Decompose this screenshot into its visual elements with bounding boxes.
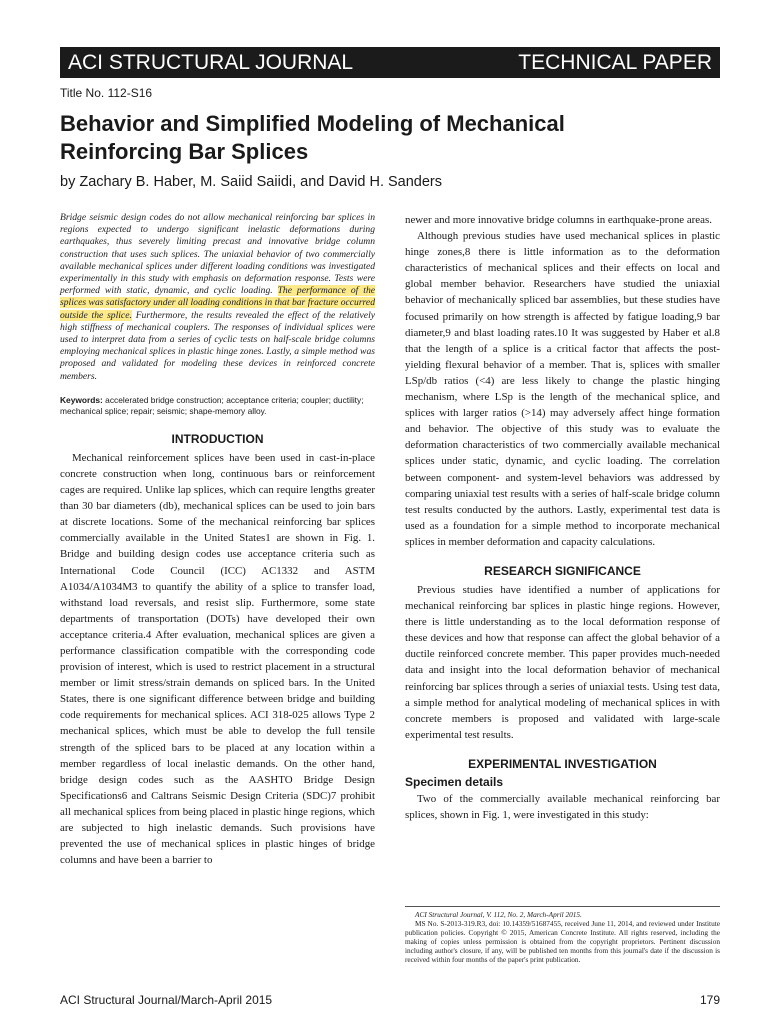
- keywords: [60, 395, 375, 418]
- paper-type: TECHNICAL PAPER: [518, 51, 712, 74]
- research-significance-heading: RESEARCH SIGNIFICANCE: [484, 563, 641, 578]
- abstract-highlight: The performance of the splices was satisfactory under all loading conditions in that bar fracture occurred outside the splice.: [60, 285, 375, 321]
- paper-title: Behavior and Simplified Modeling of Mechanical Reinforcing Bar Splices: [60, 111, 565, 164]
- introduction-heading: INTRODUCTION: [171, 431, 264, 446]
- experimental-heading: EXPERIMENTAL INVESTIGATION: [468, 756, 657, 771]
- footnote-details: MS No. S-2013-319.R3, doi: 10.14359/51687455, received June 11, 2014, and reviewed under Institute publication policies. Copyright © 2015, American Concrete Institute. All rights reserved, including the making of copies unless permission is obtained from the copyright proprietors. Pertinent discussion including author's closure, if any, will be published ten months from this journal's date if the discussion is received within four months of the paper's print publication.: [405, 919, 720, 964]
- abstract: [60, 212, 375, 383]
- specimen-details-heading: Specimen details: [405, 774, 504, 789]
- introduction-text: Mechanical reinforcement splices have been used in cast-in-place concrete construction when long, continuous bars or reinforcement cages are required. Unlike lap splices, which can require lengths greater than 30 bar diameters (db), mechanical splices can be used to join bars at discrete locations. Some of the mechanical reinforcing bar splices commercially available in the United States1 are shown in Fig. 1. Bridge and building design codes use acceptance criteria such as International Code Council (ICC) AC1332 and ASTM A1034/A1034M3 to quantify the ability of a splice to transfer load, withstand load reversals, and resist slip. Furthermore, some state departments of transportation (DOTs) have developed their own acceptance criteria.4 After evaluation, mechanical splices are given a performance classification compatible with the corresponding code provision of interest, which is used to restrict placement in a structural member or limit stress/strain demands on spliced bars. In the United States, there is one significant difference between bridge and building code requirements for mechanical splices. ACI 318-025 allows Type 2 mechanical splices, which must be able to develop the full tensile strength of the spliced bars to be placed at any location within a member regardless of local inelastic demands. On the other hand, bridge design codes such as the AASHTO Bridge Design Specifications6 and Caltrans Seismic Design Criteria (SDC)7 prohibit all mechanical splices from being placed in plastic hinge regions, which are subjected to high inelastic demands. Such provisions have prevented the use of mechanical splices in plastic hinges of bridge columns and have been a barrier to: [60, 451, 375, 867]
- abstract-text-1: Bridge seismic design codes do not allow mechanical reinforcing bar splices in regions expected to undergo significant inelastic deformations during earthquakes, thus severely limiting precast and innovative bridge column construction that uses such splices. The uniaxial behavior of two commercially available mechanical splices under different loading conditions was investigated experimentally in this study with emphasis on deformation response. Tests were performed with static, dynamic, and cyclic loading.: [60, 212, 375, 297]
- continuation-text: newer and more innovative bridge columns in earthquake-prone areas.: [405, 214, 712, 226]
- title-number: Title No. 112-S16: [60, 86, 153, 100]
- footnote: [405, 906, 720, 964]
- keywords-label: Keywords:: [60, 394, 103, 405]
- objective-paragraph: Although previous studies have used mechanical splices in plastic hinge zones,8 there is little information as to the deformation characteristics of mechanical splices and their effects on local and global member behavior. Researchers have studied the uniaxial behavior of mechanically spliced bar assemblies, but these studies have focused primarily on how strength is affected by fatigue loading,9 bar diameter,9 and blast loading rates.10 It was suggested by Haber et al.8 that the length of a splice is a critical factor that affects the post-yielding flexural behavior of a member. That is, splices with smaller LSp/db ratios (<4) are less likely to change the plastic hinging mechanism, where LSp is the length of the mechanical splice, and splices with larger ratios (>14) may adversely affect hinge formation and behavior. The objective of this study was to evaluate the deformation characteristics of two commercially available mechanical splices under static, dynamic, and cyclic loading. The correlation between component- and system-level behaviors was addressed by comparing uniaxial test results with a series of half-scale bridge column test results conducted by the authors. Lastly, experimental test data is used as a foundation for a simple method to incorporate mechanical splices in member deformation and capacity calculations.: [405, 230, 720, 548]
- journal-banner: [60, 47, 720, 78]
- abstract-text-2: Furthermore, the results revealed the effect of the relatively high stiffness of mechanical couplers. The responses of individual splices were used to interpret data from a series of cyclic tests on half-scale bridge columns employing mechanical splices in plastic hinge zones. Lastly, a simple method was proposed and validated for modeling these devices in reinforced concrete members.: [60, 309, 375, 382]
- left-column: [60, 212, 375, 868]
- keywords-text: accelerated bridge construction; acceptance criteria; coupler; ductility; mechanical splice; repair; seismic; shape-memory alloy.: [60, 394, 364, 417]
- journal-name: ACI STRUCTURAL JOURNAL: [68, 51, 354, 74]
- author-line: by Zachary B. Haber, M. Saiid Saiidi, and David H. Sanders: [60, 174, 443, 190]
- page-number: 179: [699, 993, 720, 1007]
- right-column: [405, 212, 720, 823]
- specimen-details-text: Two of the commercially available mechanical reinforcing bar splices, shown in Fig. 1, were investigated in this study:: [405, 792, 720, 821]
- footer-journal-issue: ACI Structural Journal/March-April 2015: [60, 993, 273, 1007]
- research-significance-text: Previous studies have identified a number of applications for mechanical reinforcing bar splices in plastic hinge regions. However, there is little understanding as to the local deformation response of these devices and how that response can affect the global behavior of a ductile reinforced concrete member. This paper provides much-needed data and insight into the local deformation behavior of mechanical reinforcing bar splices through a series of uniaxial tests. Using test data, a simple method for analytical modeling of mechanical splices in with concrete members is proposed and validated with large-scale experimental test results.: [405, 583, 720, 741]
- footnote-journal: ACI Structural Journal, V. 112, No. 2, March-April 2015.: [415, 910, 582, 919]
